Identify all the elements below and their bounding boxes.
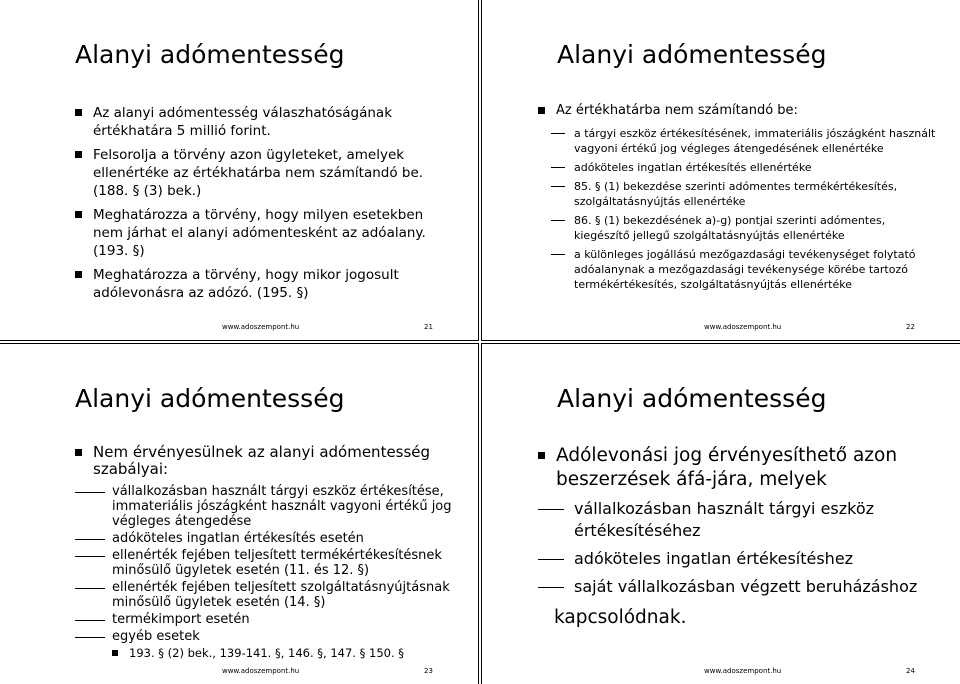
slide-24	[481, 343, 960, 684]
square-bullet-icon	[75, 109, 82, 116]
page-number: 22	[906, 323, 915, 331]
dash-bullet-icon	[538, 509, 564, 510]
dash-bullet-icon	[551, 167, 565, 168]
bullet-item: Meghatározza a törvény, hogy milyen esetekben nem járhat el alanyi adómentesként az adóalany. (193. §)	[75, 206, 445, 260]
sub-item: ellenérték fejében teljesített szolgáltatásnyújtásnak minősülő ügyletek esetén (14. §)	[75, 580, 460, 610]
bullet-item: Meghatározza a törvény, hogy mikor jogosult adólevonásra az adózó. (195. §)	[75, 266, 445, 302]
footer-site: www.adoszempont.hu	[704, 323, 782, 331]
square-bullet-icon	[538, 107, 545, 114]
sub-item: ellenérték fejében teljesített termékértékesítésnek minősülő ügyletek esetén (11. és 12. §)	[75, 548, 460, 578]
dash-bullet-icon	[75, 637, 105, 638]
page-number: 23	[424, 667, 433, 675]
page-number: 21	[424, 323, 433, 331]
square-bullet-icon	[75, 151, 82, 158]
slide-body	[538, 444, 938, 630]
sub-item: a tárgyi eszköz értékesítésének, immateriális jószágként használt vagyoni értékű jog végleges átengedésének ellenértéke	[538, 126, 938, 156]
bullet-item: Felsorolja a törvény azon ügyleteket, amelyek ellenértéke az értékhatárba nem számítandó be. (188. § (3) bek.)	[75, 146, 445, 200]
slide-title: Alanyi adómentesség	[557, 384, 827, 413]
square-bullet-icon	[75, 211, 82, 218]
sub-item: 85. § (1) bekezdése szerinti adómentes termékértékesítés, szolgáltatásnyújtás ellenértéke	[538, 179, 938, 209]
slide-title: Alanyi adómentesség	[75, 384, 345, 413]
dash-bullet-icon	[75, 556, 105, 557]
square-bullet-icon	[112, 650, 118, 656]
sub-item: vállalkozásban használt tárgyi eszköz értékesítéséhez	[538, 498, 938, 542]
dash-bullet-icon	[551, 133, 565, 134]
slide-title: Alanyi adómentesség	[75, 40, 345, 69]
footer-site: www.adoszempont.hu	[222, 667, 300, 675]
bullet-item: Adólevonási jog érvényesíthető azon beszerzések áfá-jára, melyek	[538, 444, 938, 492]
sub-item: egyéb esetek	[75, 629, 460, 644]
dash-bullet-icon	[75, 492, 105, 493]
sub-item: vállalkozásban használt tárgyi eszköz értékesítése, immateriális jószágként használt vagyoni értékű jog végleges átengedése	[75, 484, 460, 529]
dash-bullet-icon	[75, 620, 105, 621]
dash-bullet-icon	[551, 220, 565, 221]
slide-body	[75, 104, 445, 308]
square-bullet-icon	[75, 271, 82, 278]
sub-item: adóköteles ingatlan értékesítéshez	[538, 548, 938, 570]
bullet-item: Az alanyi adómentesség válaszhatóságának értékhatára 5 millió forint.	[75, 104, 445, 140]
slide-body	[75, 444, 460, 661]
square-bullet-icon	[538, 452, 545, 459]
sub-item: saját vállalkozásban végzett beruházáshoz	[538, 576, 938, 598]
slide-22	[481, 0, 960, 341]
square-bullet-icon	[75, 449, 82, 456]
slide-title: Alanyi adómentesség	[557, 40, 827, 69]
footer-site: www.adoszempont.hu	[222, 323, 300, 331]
dash-bullet-icon	[75, 539, 105, 540]
slide-body	[538, 102, 938, 292]
sub-item: 86. § (1) bekezdésének a)-g) pontjai szerinti adómentes, kiegészítő jellegű szolgáltatásnyújtás ellenértéke	[538, 213, 938, 243]
sub-sub-item: 193. § (2) bek., 139-141. §, 146. §, 147. § 150. §	[75, 646, 460, 661]
sub-item: termékimport esetén	[75, 612, 460, 627]
footer-site: www.adoszempont.hu	[704, 667, 782, 675]
bullet-item: Az értékhatárba nem számítandó be:	[538, 102, 938, 120]
slide-21	[0, 0, 479, 341]
dash-bullet-icon	[538, 587, 564, 588]
closing-text: kapcsolódnak.	[554, 607, 687, 628]
dash-bullet-icon	[551, 254, 565, 255]
sub-item: adóköteles ingatlan értékesítés ellenértéke	[538, 160, 938, 175]
dash-bullet-icon	[551, 186, 565, 187]
slide-23	[0, 343, 479, 684]
dash-bullet-icon	[75, 588, 105, 589]
sub-item: adóköteles ingatlan értékesítés esetén	[75, 531, 460, 546]
bullet-item: Nem érvényesülnek az alanyi adómentesség szabályai:	[75, 444, 460, 478]
sub-item: a különleges jogállású mezőgazdasági tevékenységet folytató adóalanynak a mezőgazdasági tevékenysége körébe tartozó termékértékesítés, szolgáltatásnyújtás ellenértéke	[538, 247, 938, 292]
dash-bullet-icon	[538, 559, 564, 560]
page-number: 24	[906, 667, 915, 675]
